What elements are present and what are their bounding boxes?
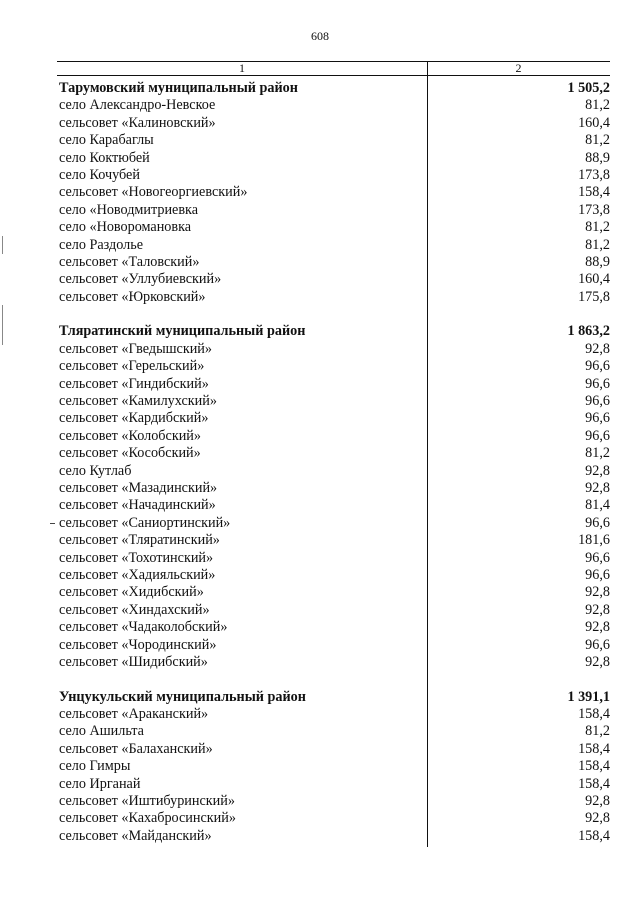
table-row [57,254,610,271]
table-row [57,602,610,619]
settlement-value: 158,4 [578,775,610,792]
table-row [57,219,610,236]
settlement-name: сельсовет «Араканский» [59,706,209,723]
settlement-name: сельсовет «Гиндибский» [59,375,209,392]
settlement-name: село Карабаглы [59,132,154,149]
table-row [57,271,610,288]
district-total: 1 505,2 [567,80,610,96]
settlement-name: сельсовет «Уллубиевский» [59,271,222,288]
table-row [57,289,610,306]
settlement-value: 158,4 [578,827,610,844]
settlement-name: сельсовет «Юрковский» [59,288,206,305]
settlement-name: село Кутлаб [59,462,132,479]
table-row [57,776,610,793]
district-total: 1 863,2 [567,323,610,340]
settlement-name: сельсовет «Кардибский» [59,410,209,427]
district-row [57,80,610,97]
table-row [57,497,610,514]
table-row [57,532,610,549]
settlement-name: сельсовет «Кахабросинский» [59,810,236,827]
settlement-value: 96,6 [585,549,610,566]
settlement-value: 81,2 [585,723,610,740]
table-row [57,376,610,393]
settlement-value: 81,2 [585,132,610,149]
settlement-value: 96,6 [585,636,610,653]
settlement-name: село Ирганай [59,775,141,792]
settlement-name: село Александро-Невское [59,97,216,114]
table-row [57,793,610,810]
settlement-name: сельсовет «Гведышский» [59,340,212,357]
settlement-name: сельсовет «Колобский» [59,427,201,444]
settlement-name: сельсовет «Мазадинский» [59,479,218,496]
settlement-name: село Гимры [59,758,131,775]
settlement-value: 160,4 [578,271,610,288]
settlement-value: 92,8 [585,619,610,636]
table-row [57,567,610,584]
column-header-1: 1 [239,61,245,75]
table-row [57,463,610,480]
settlement-value: 88,9 [585,149,610,166]
settlement-name: сельсовет «Чадаколобский» [59,619,228,636]
table-row [57,358,610,375]
settlement-value: 92,8 [585,340,610,357]
table-row [57,515,610,532]
settlement-name: село «Новодмитриевка [59,201,199,218]
settlement-value: 173,8 [578,166,610,183]
table-row [57,637,610,654]
table-row [57,428,610,445]
settlement-name: сельсовет «Тляратинский» [59,532,220,549]
settlement-value: 158,4 [578,706,610,723]
settlement-value: 181,6 [578,532,610,549]
settlement-name: сельсовет «Балаханский» [59,740,213,757]
settlement-value: 175,8 [578,288,610,305]
district-name: Унцукульский муниципальный район [59,688,306,705]
district-total: 1 391,1 [567,688,610,705]
settlement-value: 96,6 [585,358,610,375]
table-row [57,237,610,254]
settlement-name: сельсовет «Хидибский» [59,584,204,601]
table-row [57,115,610,132]
settlement-value: 92,8 [585,601,610,618]
settlement-value: 92,8 [585,653,610,670]
table-row [57,150,610,167]
settlement-value: 96,6 [585,514,610,531]
table-row [57,654,610,671]
settlement-value: 81,2 [585,236,610,253]
settlement-name: сельсовет «Калиновский» [59,114,216,131]
settlement-value: 81,2 [585,97,610,114]
table-body [57,80,610,845]
district-name: Тарумовский муниципальный район [59,80,298,96]
district-row [57,689,610,706]
settlement-name: сельсовет «Чородинский» [59,636,217,653]
table-row [57,480,610,497]
settlement-value: 160,4 [578,114,610,131]
table-row [57,810,610,827]
column-header-2: 2 [515,61,522,75]
settlement-name: село Раздолье [59,236,143,253]
settlement-value: 96,6 [585,427,610,444]
scan-edge-mark [2,305,3,345]
settlement-value: 96,6 [585,393,610,410]
settlement-value: 158,4 [578,184,610,201]
table-row [57,550,610,567]
settlement-name: сельсовет «Иштибуринский» [59,793,235,810]
settlement-name: село Ашильта [59,723,144,740]
table-row [57,184,610,201]
settlement-name: сельсовет «Шидибский» [59,653,208,670]
table-row [57,132,610,149]
settlement-name: сельсовет «Саниортинский» [59,514,231,531]
table-header-rule [57,75,610,76]
settlement-value: 158,4 [578,758,610,775]
settlement-value: 81,2 [585,219,610,236]
settlement-name: сельсовет «Герельский» [59,358,205,375]
table-row [57,410,610,427]
settlement-name: село Коктюбей [59,149,150,166]
settlement-name: сельсовет «Камилухский» [59,393,217,410]
section-gap [57,306,610,323]
settlement-name: сельсовет «Новогеоргиевский» [59,184,248,201]
settlement-name: сельсовет «Хиндахский» [59,601,210,618]
table-row [57,723,610,740]
table-row [57,706,610,723]
page-number: 608 [311,29,329,43]
settlement-value: 92,8 [585,810,610,827]
district-row [57,323,610,340]
table-row [57,758,610,775]
table-row [57,341,610,358]
settlement-value: 81,4 [585,497,610,514]
settlement-name: сельсовет «Майданский» [59,827,212,844]
settlement-value: 96,6 [585,375,610,392]
settlement-value: 96,6 [585,410,610,427]
table-row [57,828,610,845]
table-row [57,445,610,462]
settlement-name: село Кочубей [59,166,140,183]
section-gap [57,671,610,688]
settlement-value: 81,2 [585,445,610,462]
table-row [57,393,610,410]
settlement-value: 92,8 [585,462,610,479]
settlement-name: сельсовет «Таловский» [59,253,200,270]
settlement-value: 173,8 [578,201,610,218]
table-row [57,584,610,601]
settlement-name: сельсовет «Кособский» [59,445,201,462]
table-row [57,202,610,219]
scan-dash-mark [50,523,55,524]
table-row [57,619,610,636]
settlement-value: 88,9 [585,253,610,270]
allocation-table [57,59,610,849]
table-row [57,741,610,758]
settlement-name: сельсовет «Хадияльский» [59,566,216,583]
settlement-name: село «Новоромановка [59,219,192,236]
settlement-value: 92,8 [585,479,610,496]
district-name: Тляратинский муниципальный район [59,323,306,340]
table-row [57,167,610,184]
settlement-value: 158,4 [578,740,610,757]
settlement-name: сельсовет «Тохотинский» [59,549,214,566]
scan-edge-mark [2,236,3,254]
settlement-name: сельсовет «Начадинский» [59,497,216,514]
settlement-value: 96,6 [585,566,610,583]
settlement-value: 92,8 [585,584,610,601]
settlement-value: 92,8 [585,793,610,810]
table-row [57,97,610,114]
